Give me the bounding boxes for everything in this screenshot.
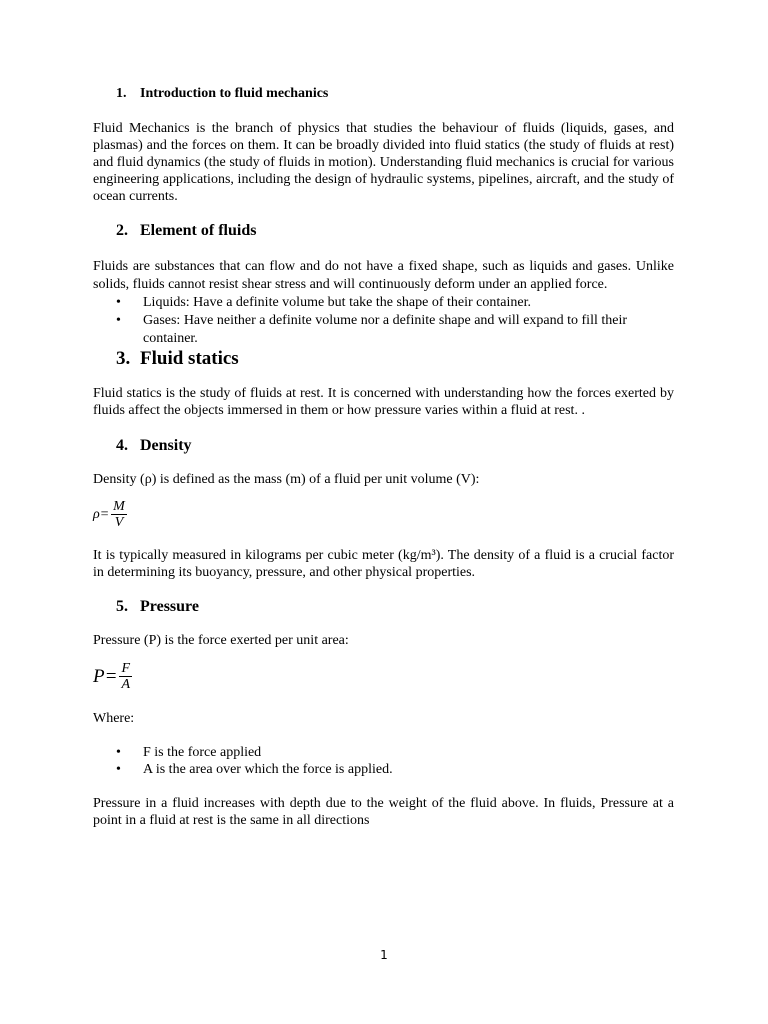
statics-paragraph: Fluid statics is the study of fluids at rest. It is concerned with understanding how the forces exerted by fluids affect the objects immersed in them or how pressure varies within a fluid at rest. . [93,386,674,418]
density-fraction: $\frac{M}{V}$ [113,499,125,530]
elements-paragraph: Fluids are substances that can flow and do not have a fixed shape, such as liquids and gases. Unlike solids, fluids cannot resist shear stress and will continuously deform under an applied force. [93,259,674,292]
intro-paragraph: Fluid Mechanics is the branch of physics that studies the behaviour of fluids (liquids, gases, and plasmas) and the forces on them. It can be broadly divided into fluid statics (the study of fluids at rest) and fluid dynamics (the study of fluids in motion). Understanding fluid mechanics is crucial for various engineering applications, including the design of hydraulic systems, pipelines, aircraft, and the study of ocean currents. [93,121,674,204]
pressure-formula: P= $\frac{F}{A}$ [93,661,130,692]
heading-introduction: 1. Introduction to fluid mechanics [116,86,329,101]
list-item: • Liquids: Have a definite volume but take the shape of their container. [116,295,531,310]
density-units-paragraph: It is typically measured in kilograms per cubic meter (kg/m³). The density of a fluid is a crucial factor in determining its buoyancy, pressure, and other physical properties. [93,548,674,580]
density-paragraph: Density (ρ) is defined as the mass (m) of a fluid per unit volume (V): [93,472,480,487]
density-formula: ρ= $\frac{M}{V}$ [93,499,125,530]
heading-density: 4. Density [116,437,192,454]
heading-element-of-fluids: 2. Element of fluids [116,222,257,239]
list-item: • Gases: Have neither a definite volume nor a definite shape and will expand to fill their container. [116,313,628,346]
page-number: 1 [380,948,388,962]
list-item: • A is the area over which the force is applied. [116,762,393,777]
pressure-fraction: $\frac{F}{A}$ [121,661,130,692]
pressure-depth-paragraph: Pressure in a fluid increases with depth due to the weight of the fluid above. In fluids, Pressure at a point in a fluid at rest is the same in all directions [93,796,674,828]
where-label: Where: [93,711,135,726]
heading-fluid-statics: 3. Fluid statics [116,348,239,369]
fluid-types-list [93,294,674,348]
heading-pressure: 5. Pressure [116,598,199,615]
pressure-terms-list [93,744,674,778]
document-body [93,86,674,829]
list-item: • F is the force applied [116,745,262,760]
pressure-paragraph: Pressure (P) is the force exerted per unit area: [93,633,349,648]
